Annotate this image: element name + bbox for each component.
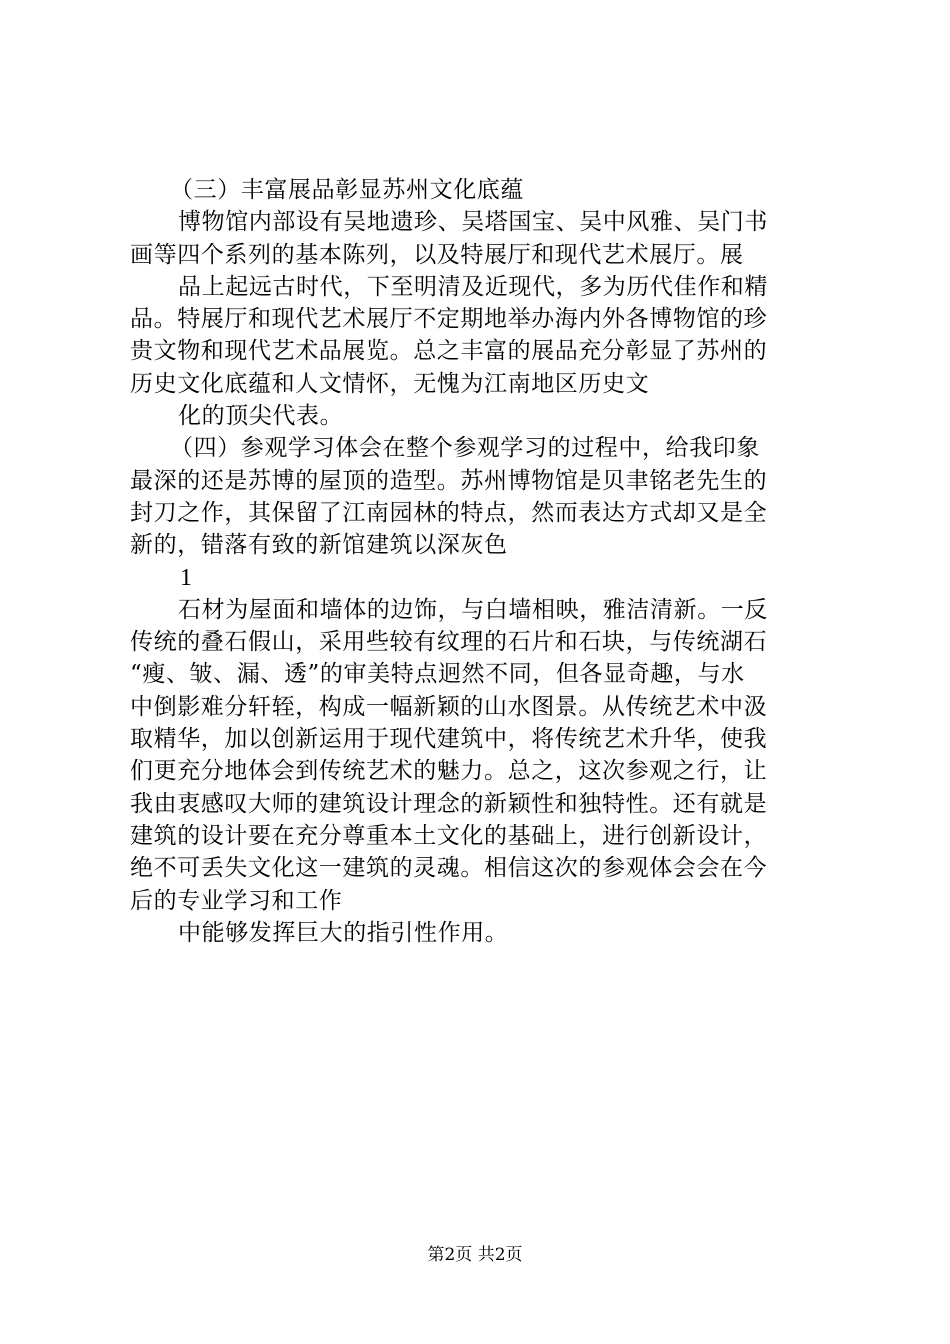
text-line: 化的顶尖代表。 (178, 403, 344, 430)
inline-page-number: 1 (180, 564, 193, 591)
text-line: 博物馆内部设有吴地遗珍、吴塔国宝、吴中风雅、吴门书 (178, 209, 768, 236)
text-line: “瘦、皱、漏、透”的审美特点迥然不同，但各显奇趣，与水 (130, 661, 745, 688)
text-line: 绝不可丢失文化这一建筑的灵魂。相信这次的参观体会会在今 (130, 855, 768, 882)
page-footer: 第2页 共2页 (427, 1245, 523, 1265)
text-line: 传统的叠石假山，采用些较有纹理的石片和石块，与传统湖石 (130, 629, 768, 656)
text-line: 品。特展厅和现代艺术展厅不定期地举办海内外各博物馆的珍 (130, 306, 768, 333)
document-body (130, 174, 840, 949)
text-line: 取精华，加以创新运用于现代建筑中，将传统艺术升华，使我 (130, 726, 768, 753)
text-line: 历史文化底蕴和人文情怀，无愧为江南地区历史文 (130, 370, 650, 397)
text-line: 贵文物和现代艺术品展览。总之丰富的展品充分彰显了苏州的 (130, 338, 768, 365)
text-line: 封刀之作，其保留了江南园林的特点，然而表达方式却又是全 (130, 499, 768, 526)
text-line: （四）参观学习体会在整个参观学习的过程中，给我印象 (170, 435, 760, 462)
text-line: 中倒影难分轩轾，构成一幅新颖的山水图景。从传统艺术中汲 (130, 693, 768, 720)
text-line: 我由衷感叹大师的建筑设计理念的新颖性和独特性。还有就是 (130, 790, 768, 817)
text-line: 新的，错落有致的新馆建筑以深灰色 (130, 532, 508, 559)
text-line: 石材为屋面和墙体的边饰，与白墙相映，雅洁清新。一反 (178, 596, 768, 623)
text-line: 后的专业学习和工作 (130, 887, 343, 914)
text-line: 们更充分地体会到传统艺术的魅力。总之，这次参观之行，让 (130, 758, 768, 785)
text-line: 中能够发挥巨大的指引性作用。 (178, 919, 509, 946)
text-line: 品上起远古时代，下至明清及近现代，多为历代佳作和精 (178, 273, 768, 300)
text-line: 建筑的设计要在充分尊重本土文化的基础上，进行创新设计， (130, 822, 768, 849)
text-line: （三）丰富展品彰显苏州文化底蕴 (170, 177, 524, 203)
text-line: 最深的还是苏博的屋顶的造型。苏州博物馆是贝聿铭老先生的 (130, 467, 768, 494)
text-line: 画等四个系列的基本陈列，以及特展厅和现代艺术展厅。展 (130, 241, 744, 268)
